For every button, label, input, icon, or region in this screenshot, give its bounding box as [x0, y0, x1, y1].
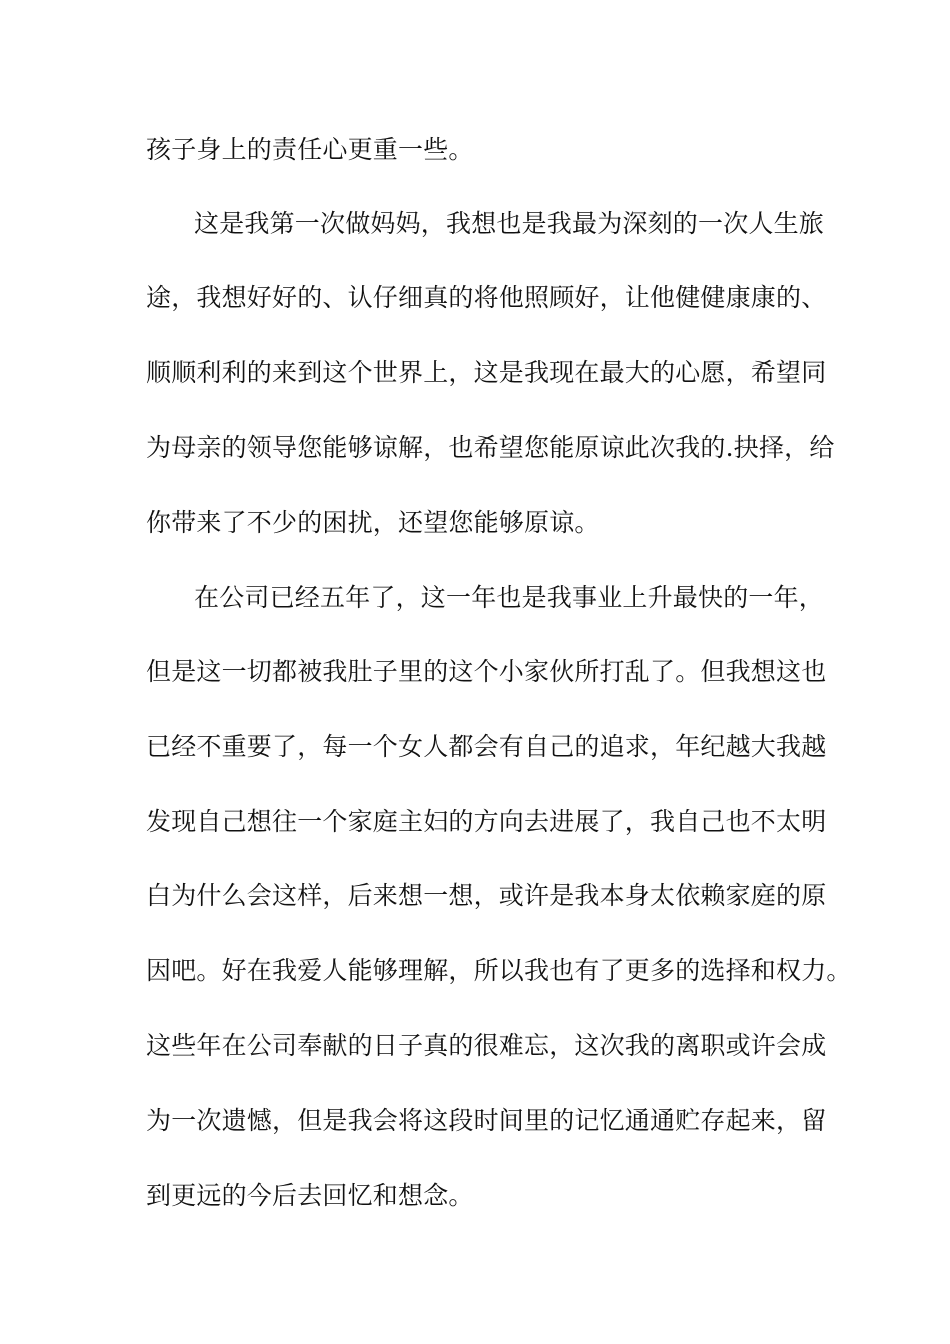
text-line: 途，我想好好的、认仔细真的将他照顾好，让他健健康康的、 [146, 283, 827, 312]
paragraph-start-line: 这是我第一次做妈妈，我想也是我最为深刻的一次人生旅 [194, 209, 825, 238]
text-line: 但是这一切都被我肚子里的这个小家伙所打乱了。但我想这也 [146, 657, 827, 686]
text-line: 因吧。好在我爱人能够理解，所以我也有了更多的选择和权力。 [146, 956, 852, 985]
text-line: 为一次遗憾，但是我会将这段时间里的记忆通通贮存起来，留 [146, 1106, 827, 1135]
text-line: 这些年在公司奉献的日子真的很难忘，这次我的离职或许会成 [146, 1031, 827, 1060]
text-line: 为母亲的领导您能够谅解，也希望您能原谅此次我的.抉择，给 [146, 433, 835, 462]
text-line: 顺顺利利的来到这个世界上，这是我现在最大的心愿，希望同 [146, 358, 827, 387]
text-line: 发现自己想往一个家庭主妇的方向去进展了，我自己也不太明 [146, 807, 827, 836]
text-line: 到更远的今后去回忆和想念。 [146, 1181, 474, 1210]
text-line: 已经不重要了，每一个女人都会有自己的追求，年纪越大我越 [146, 732, 827, 761]
text-line: 白为什么会这样，后来想一想，或许是我本身太依赖家庭的原 [146, 881, 827, 910]
text-line: 你带来了不少的困扰，还望您能够原谅。 [146, 508, 600, 537]
text-line: 孩子身上的责任心更重一些。 [146, 135, 474, 164]
paragraph-start-line: 在公司已经五年了，这一年也是我事业上升最快的一年， [194, 583, 825, 612]
